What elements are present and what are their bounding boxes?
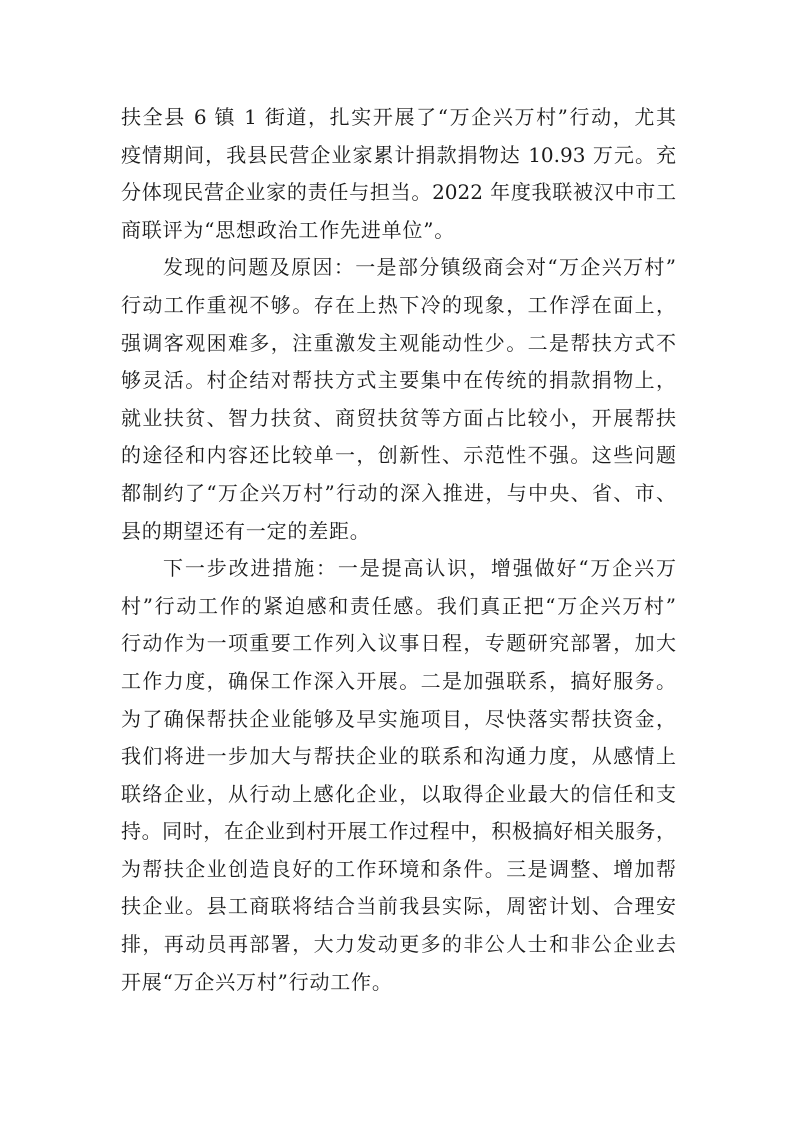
text-line: 够灵活。村企结对帮扶方式主要集中在传统的捐款捐物上， [121, 368, 676, 393]
text-line: 排，再动员再部署，大力发动更多的非公人士和非公企业去 [121, 932, 676, 957]
text-line: 都制约了“万企兴万村”行动的深入推进，与中央、省、市、 [121, 480, 676, 505]
text-line: 县的期望还有一定的差距。 [121, 518, 371, 543]
text-line: 就业扶贫、智力扶贫、商贸扶贫等方面占比较小，开展帮扶 [121, 405, 676, 430]
text-line: 工作力度，确保工作深入开展。二是加强联系，搞好服务。 [121, 668, 676, 693]
text-line: 为了确保帮扶企业能够及早实施项目，尽快落实帮扶资金， [121, 706, 676, 731]
text-line: 持。同时，在企业到村开展工作过程中，积极搞好相关服务， [121, 819, 676, 844]
text-line: 疫情期间，我县民营企业家累计捐款捐物达 10.93 万元。充 [121, 142, 676, 167]
text-line: 行动工作重视不够。存在上热下冷的现象，工作浮在面上， [121, 292, 676, 317]
text-line: 下一步改进措施：一是提高认识，增强做好“万企兴万 [163, 556, 676, 581]
paragraph-achievements [121, 99, 676, 249]
text-line: 开展“万企兴万村”行动工作。 [121, 969, 393, 994]
text-line: 商联评为“思想政治工作先进单位”。 [121, 217, 456, 242]
text-line: 行动作为一项重要工作列入议事日程，专题研究部署，加大 [121, 631, 676, 656]
text-line: 的途径和内容还比较单一，创新性、示范性不强。这些问题 [121, 443, 676, 468]
text-line: 扶全县 6 镇 1 街道，扎实开展了“万企兴万村”行动，尤其 [121, 105, 676, 129]
text-line: 发现的问题及原因：一是部分镇级商会对“万企兴万村” [163, 255, 676, 280]
text-line: 村”行动工作的紧迫感和责任感。我们真正把“万企兴万村” [121, 593, 676, 618]
text-line: 联络企业，从行动上感化企业，以取得企业最大的信任和支 [121, 781, 676, 806]
paragraph-next-steps [121, 550, 676, 1001]
text-line: 分体现民营企业家的责任与担当。2022 年度我联被汉中市工 [121, 180, 676, 205]
text-line: 为帮扶企业创造良好的工作环境和条件。三是调整、增加帮 [121, 856, 676, 881]
document-body [121, 99, 676, 1001]
text-line: 我们将进一步加大与帮扶企业的联系和沟通力度，从感情上 [121, 744, 676, 769]
text-line: 扶企业。县工商联将结合当前我县实际，周密计划、合理安 [121, 894, 676, 919]
paragraph-problems [121, 249, 676, 550]
text-line: 强调客观困难多，注重激发主观能动性少。二是帮扶方式不 [121, 330, 676, 355]
